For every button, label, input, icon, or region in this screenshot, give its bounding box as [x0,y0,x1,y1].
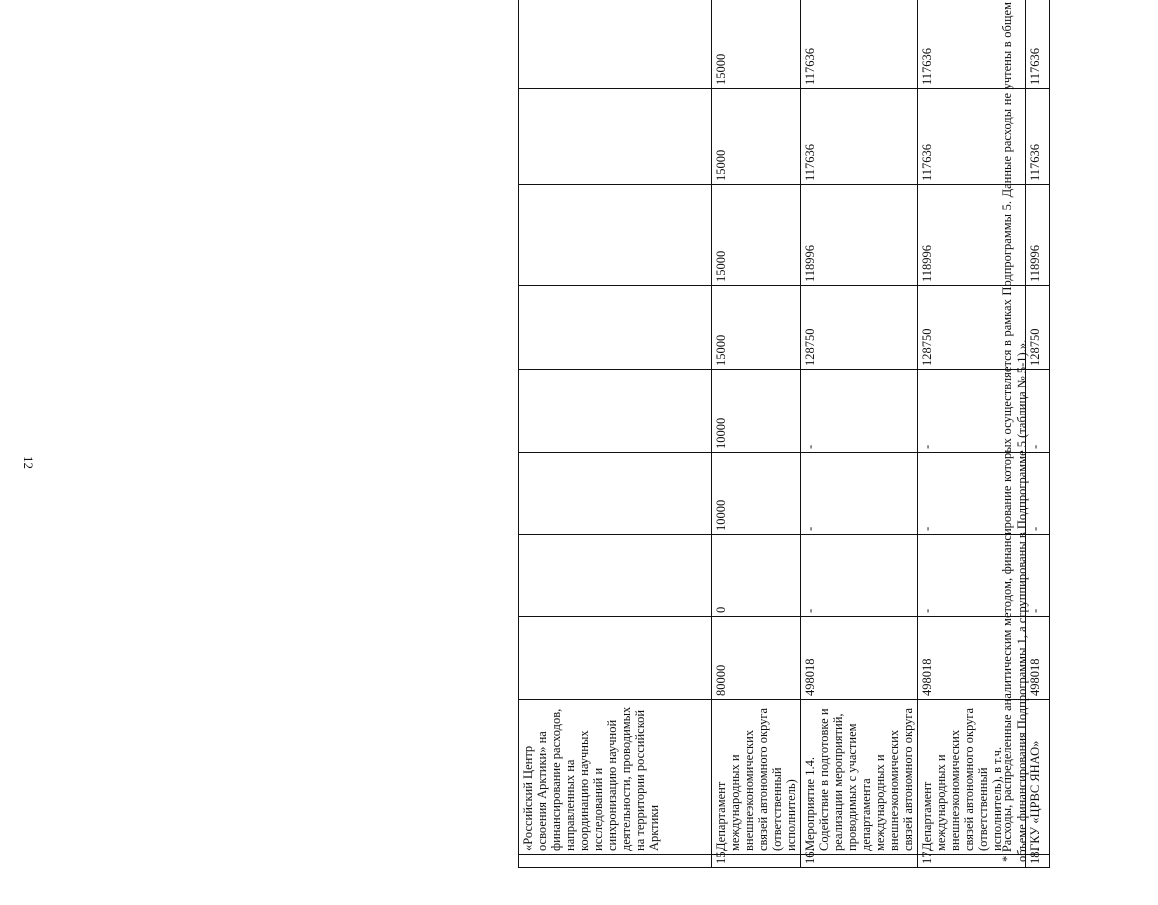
value-cell: - [918,453,1026,535]
value-cell [519,185,712,286]
rotated-page-content [518,0,1158,868]
row-number: 18. [1026,855,1050,868]
value-cell: 80000 [712,617,801,700]
value-cell: 118996 [1026,185,1050,286]
value-cell: 117636 [918,0,1026,89]
value-cell: 15000 [712,89,801,185]
value-cell: 15000 [712,0,801,89]
value-cell: 128750 [918,286,1026,370]
value-cell: 118996 [801,185,918,286]
value-cell: - [801,535,918,617]
value-cell [519,89,712,185]
row-name: Мероприятие 1.4. Содействие в подготовке и реализации мероприятий, проводимых с участием департамента международных и внешнеэкономических связей автономного округа [801,700,918,855]
value-cell: - [801,453,918,535]
value-cell: 117636 [1026,0,1050,89]
row-number: 15. [712,855,801,868]
value-cell: 10000 [712,370,801,453]
value-cell: - [1026,535,1050,617]
value-cell: - [1026,370,1050,453]
value-cell: 10000 [712,453,801,535]
value-cell: - [918,535,1026,617]
value-cell: 498018 [801,617,918,700]
row-number: 17. [918,855,1026,868]
value-cell: 117636 [801,89,918,185]
table-row [801,0,918,868]
value-cell: 15000 [712,185,801,286]
row-number: 16. [801,855,918,868]
value-cell [519,453,712,535]
value-cell: - [1026,453,1050,535]
value-cell [519,370,712,453]
value-cell: 498018 [918,617,1026,700]
financing-table [518,0,1050,868]
value-cell [519,0,712,89]
value-cell: 117636 [918,89,1026,185]
value-cell [519,617,712,700]
row-name: ГКУ «ЦРВС ЯНАО» [1026,700,1050,855]
page-number: 12 [21,456,36,469]
table-row [712,0,801,868]
value-cell [519,286,712,370]
row-name: «Российский Центр освоения Арктики» на финансирование расходов, направленных на координацию научных исследований и синхронизацию научной деятельности, проводимых на территории российской Арктики [519,700,712,855]
row-number [519,855,712,868]
value-cell: 118996 [918,185,1026,286]
row-name: Департамент международных и внешнеэкономических связей автономного округа (ответственный исполнитель), в т.ч. [918,700,1026,855]
table-row [519,0,712,868]
footnote: * Расходы, распределенные аналитическим методом, финансирование которых осуществляется в рамках Подпрограммы 5. Данные расходы не учтены в общем объеме финансирования Подпрограммы 1, а сгруппированы в Подпрограмме 5 (таблица № 5-1).». [1000,2,1029,862]
value-cell: 117636 [1026,89,1050,185]
value-cell: 15000 [712,286,801,370]
value-cell: - [918,370,1026,453]
value-cell [519,535,712,617]
value-cell: 498018 [1026,617,1050,700]
value-cell: - [801,370,918,453]
value-cell: 0 [712,535,801,617]
value-cell: 128750 [801,286,918,370]
value-cell: 128750 [1026,286,1050,370]
row-name: Департамент международных и внешнеэкономических связей автономного округа (ответственный исполнитель) [712,700,801,855]
value-cell: 117636 [801,0,918,89]
